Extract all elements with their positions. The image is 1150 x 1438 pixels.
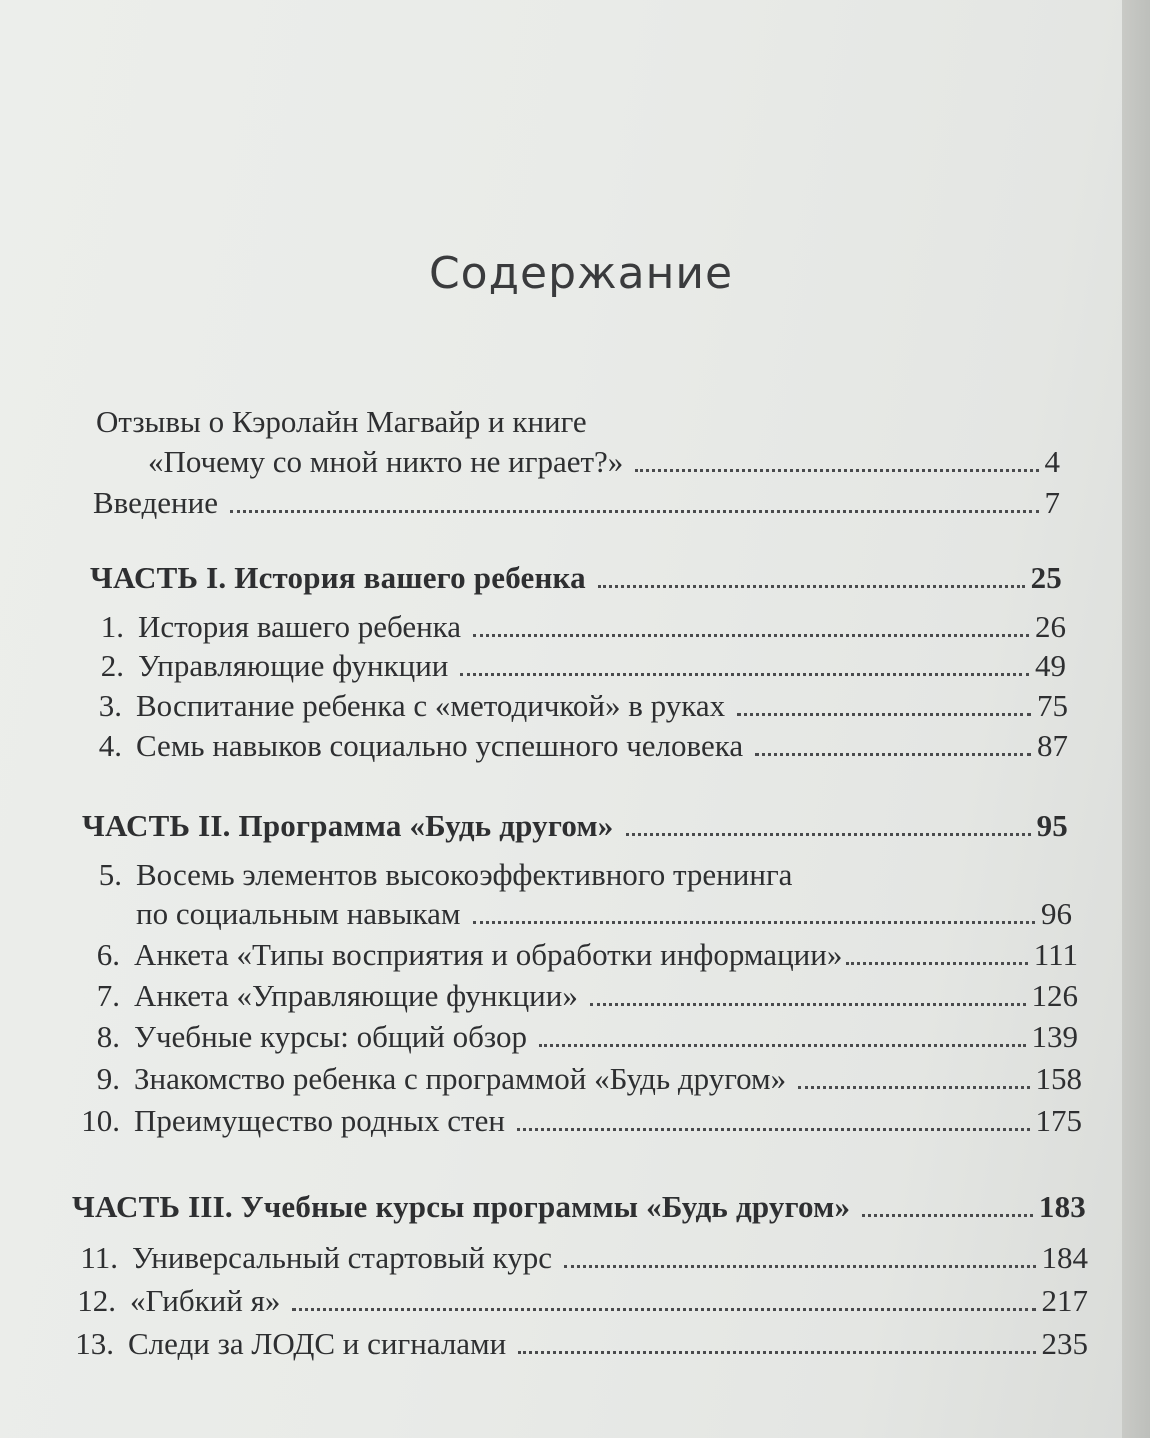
chapter-number: 3. bbox=[98, 688, 122, 723]
toc-chapter-11 bbox=[70, 1240, 1088, 1276]
chapter-number: 8. bbox=[96, 1019, 120, 1054]
toc-entry-label: «Почему со мной никто не играет?» bbox=[148, 444, 624, 479]
chapter-number: 9. bbox=[96, 1061, 120, 1096]
page-number: 126 bbox=[1031, 978, 1078, 1013]
chapter-number: 7. bbox=[96, 978, 120, 1013]
chapter-number: 5. bbox=[98, 857, 122, 892]
chapter-number: 6. bbox=[96, 937, 120, 972]
chapter-label: Преимущество родных стен bbox=[134, 1103, 505, 1138]
chapter-label: Знакомство ребенка с программой «Будь другом» bbox=[134, 1061, 787, 1096]
chapter-number: 4. bbox=[98, 728, 122, 763]
chapter-label: Семь навыков социально успешного человека bbox=[136, 728, 744, 763]
toc-entry-label: Отзывы о Кэролайн Магвайр и книге bbox=[96, 404, 587, 439]
page-number: 4 bbox=[1044, 444, 1060, 479]
chapter-label: Анкета «Типы восприятия и обработки информации» bbox=[134, 937, 843, 972]
chapter-label: Анкета «Управляющие функции» bbox=[134, 978, 578, 1013]
page-number: 75 bbox=[1037, 688, 1068, 723]
toc-part-1 bbox=[90, 560, 1062, 596]
dot-leader bbox=[517, 1128, 1030, 1131]
toc-part-3 bbox=[72, 1189, 1086, 1225]
chapter-number: 12. bbox=[77, 1283, 116, 1318]
toc-chapter-13 bbox=[66, 1326, 1088, 1362]
part-label: ЧАСТЬ III. Учебные курсы программы «Будь другом» bbox=[72, 1189, 851, 1224]
chapter-label: Учебные курсы: общий обзор bbox=[134, 1019, 527, 1054]
chapter-label: «Гибкий я» bbox=[130, 1283, 281, 1318]
toc-chapter-5-line1 bbox=[84, 857, 1072, 893]
dot-leader bbox=[564, 1265, 1035, 1268]
dot-leader bbox=[635, 469, 1038, 472]
dot-leader bbox=[230, 510, 1039, 513]
page-number: 184 bbox=[1041, 1240, 1088, 1275]
toc-part-2 bbox=[82, 808, 1068, 844]
page-number: 87 bbox=[1037, 728, 1068, 763]
page-number: 25 bbox=[1030, 560, 1062, 595]
toc-chapter-2 bbox=[90, 648, 1066, 684]
toc-chapter-7 bbox=[82, 978, 1078, 1014]
dot-leader bbox=[518, 1351, 1035, 1354]
page-number: 26 bbox=[1035, 609, 1066, 644]
chapter-label: Универсальный стартовый курс bbox=[132, 1240, 553, 1275]
chapter-label-continued: по социальным навыкам bbox=[136, 896, 461, 931]
toc-entry-reviews bbox=[148, 444, 1060, 480]
toc-entry-label: Введение bbox=[93, 485, 218, 520]
page-number: 217 bbox=[1041, 1283, 1088, 1318]
part-label: ЧАСТЬ II. Программа «Будь другом» bbox=[82, 808, 614, 843]
toc-entry-reviews-line1 bbox=[96, 404, 1056, 440]
part-label: ЧАСТЬ I. История вашего ребенка bbox=[90, 560, 586, 595]
page-number: 235 bbox=[1041, 1326, 1088, 1361]
dot-leader bbox=[626, 833, 1031, 836]
page-number: 175 bbox=[1035, 1103, 1082, 1138]
dot-leader bbox=[473, 921, 1036, 924]
chapter-number: 13. bbox=[75, 1326, 114, 1361]
dot-leader bbox=[473, 634, 1029, 637]
dot-leader bbox=[539, 1044, 1026, 1047]
dot-leader bbox=[292, 1308, 1035, 1311]
dot-leader bbox=[862, 1214, 1033, 1217]
dot-leader bbox=[460, 673, 1029, 676]
chapter-label: История вашего ребенка bbox=[138, 609, 462, 644]
chapter-number: 10. bbox=[81, 1103, 120, 1138]
dot-leader bbox=[590, 1003, 1026, 1006]
page-number: 49 bbox=[1035, 648, 1066, 683]
dot-leader bbox=[798, 1086, 1029, 1089]
toc-chapter-12 bbox=[68, 1283, 1088, 1319]
toc-chapter-5 bbox=[136, 896, 1072, 932]
chapter-number: 11. bbox=[80, 1240, 118, 1275]
toc-chapter-10 bbox=[72, 1103, 1082, 1139]
toc-chapter-9 bbox=[82, 1061, 1082, 1097]
dot-leader bbox=[846, 962, 1027, 965]
dot-leader bbox=[755, 753, 1031, 756]
page-number: 96 bbox=[1041, 896, 1072, 931]
toc-chapter-6 bbox=[82, 937, 1078, 973]
chapter-label: Следи за ЛОДС и сигналами bbox=[128, 1326, 507, 1361]
page-number: 7 bbox=[1044, 485, 1060, 520]
chapter-label: Восемь элементов высокоэффективного тренинга bbox=[136, 857, 793, 892]
page-number: 95 bbox=[1036, 808, 1068, 843]
toc-entry-introduction bbox=[93, 485, 1060, 521]
page-number: 139 bbox=[1031, 1019, 1078, 1054]
toc-chapter-3 bbox=[88, 688, 1068, 724]
chapter-label: Управляющие функции bbox=[138, 648, 449, 683]
page-number: 158 bbox=[1035, 1061, 1082, 1096]
toc-chapter-1 bbox=[90, 609, 1066, 645]
toc-chapter-8 bbox=[82, 1019, 1078, 1055]
toc-title: Содержание bbox=[428, 248, 734, 299]
dot-leader bbox=[598, 585, 1025, 588]
page-number: 183 bbox=[1038, 1189, 1086, 1224]
toc-chapter-4 bbox=[88, 728, 1068, 764]
page-number: 111 bbox=[1033, 937, 1078, 972]
chapter-label: Воспитание ребенка с «методичкой» в руках bbox=[136, 688, 726, 723]
chapter-number: 2. bbox=[100, 648, 124, 683]
dot-leader bbox=[737, 713, 1031, 716]
chapter-number: 1. bbox=[100, 609, 124, 644]
